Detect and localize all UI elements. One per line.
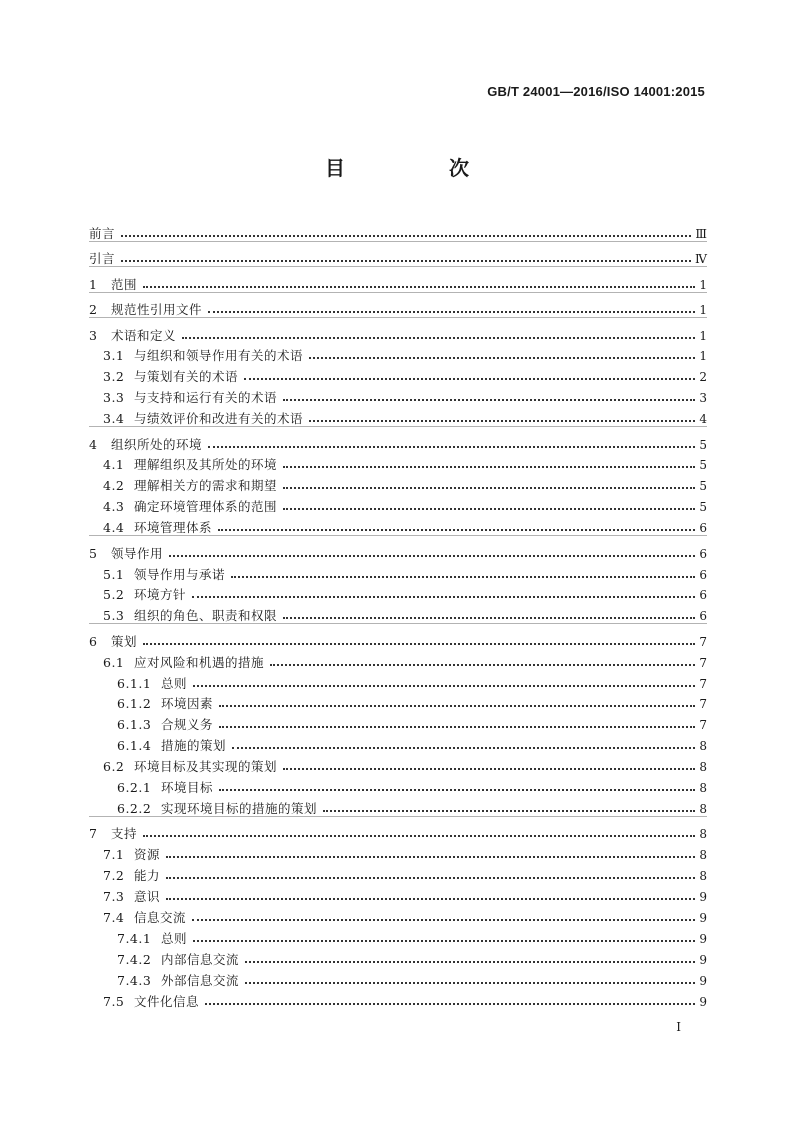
toc-entry-number: 5.1 — [103, 566, 125, 582]
toc-entry-label — [103, 500, 281, 514]
dot-leader — [219, 705, 695, 707]
toc-entry-title: 引言 — [89, 251, 116, 266]
toc-entry[interactable] — [89, 472, 707, 493]
toc-entry-number: 7.2 — [103, 868, 125, 884]
toc-entry-number: 4.3 — [103, 499, 125, 515]
dot-leader — [270, 664, 695, 666]
toc-entry-label — [89, 827, 141, 841]
toc-entry-label — [103, 609, 281, 623]
page-number: Ⅰ — [676, 1020, 681, 1034]
toc-entry-title: 规范性引用文件 — [111, 302, 203, 317]
toc-entry-label — [103, 349, 307, 363]
dot-leader — [283, 466, 695, 468]
toc-entry-number: 5.2 — [103, 587, 125, 603]
dot-leader — [193, 940, 695, 942]
toc-entry-label — [89, 329, 180, 343]
toc-entry-label — [103, 995, 203, 1009]
toc-entry[interactable] — [89, 841, 707, 862]
toc-entry-page: 1 — [699, 277, 707, 292]
toc-entry[interactable] — [89, 241, 707, 267]
toc-entry-page: 5 — [699, 479, 707, 494]
toc-entry-title: 支持 — [111, 826, 138, 842]
toc-entry-number: 7.1 — [103, 847, 125, 863]
toc-entry-label — [89, 303, 206, 317]
toc-entry[interactable] — [89, 691, 707, 712]
toc-entry-title: 与支持和运行有关的术语 — [134, 390, 278, 406]
toc-entry-page: 8 — [699, 760, 707, 775]
toc-entry-page: 9 — [699, 910, 707, 925]
toc-entry-label — [89, 227, 119, 241]
toc-entry[interactable] — [89, 292, 707, 318]
toc-entry[interactable] — [89, 967, 707, 988]
toc-entry[interactable] — [89, 732, 707, 753]
toc-entry-number: 7 — [89, 826, 98, 842]
toc-entry-title: 领导作用 — [111, 545, 164, 561]
dot-leader — [193, 685, 695, 687]
toc-entry-page: 8 — [699, 801, 707, 816]
toc-entry-number: 3 — [89, 327, 98, 343]
toc-entry-label — [117, 974, 243, 988]
toc-entry-page: 5 — [699, 458, 707, 473]
toc-entry-page: 5 — [699, 437, 707, 452]
toc-entry-page: 9 — [699, 931, 707, 946]
toc-entry-page: 8 — [699, 827, 707, 842]
toc-entry-label — [117, 739, 230, 753]
toc-entry-label — [103, 848, 164, 862]
toc-entry-number: 7.5 — [103, 993, 125, 1009]
toc-entry[interactable] — [89, 711, 707, 732]
toc-entry-number: 6.2.1 — [117, 780, 152, 796]
toc-entry-page: Ⅳ — [695, 252, 707, 266]
dot-leader — [283, 508, 695, 510]
toc-entry-label — [103, 479, 281, 493]
toc-entry-page: 6 — [699, 609, 707, 624]
toc-entry-label — [89, 438, 206, 452]
dot-leader — [283, 617, 695, 619]
toc-entry-page: 8 — [699, 739, 707, 754]
toc-entry-label — [117, 718, 217, 732]
toc-entry[interactable] — [89, 363, 707, 384]
dot-leader — [208, 311, 695, 313]
toc-entry-number: 4.4 — [103, 520, 125, 536]
toc-entry-title: 能力 — [134, 868, 161, 884]
toc-entry-number: 4 — [89, 436, 98, 452]
toc-entry-number: 6.1.2 — [117, 696, 152, 712]
toc-entry[interactable] — [89, 925, 707, 946]
toc-entry-label — [89, 547, 167, 561]
toc-entry-label — [103, 458, 281, 472]
toc-entry-page: 4 — [699, 412, 707, 427]
toc-entry-label — [103, 370, 242, 384]
toc-entry-number: 3.3 — [103, 390, 125, 406]
toc-entry-title: 文件化信息 — [134, 993, 200, 1009]
toc-entry-page: 1 — [699, 303, 707, 317]
dot-leader — [143, 835, 695, 837]
toc-entry-page: 5 — [699, 500, 707, 515]
toc-entry-page: 2 — [699, 370, 707, 385]
toc-entry-title: 实现环境目标的措施的策划 — [161, 800, 318, 816]
toc-entry[interactable] — [89, 816, 707, 842]
toc-entry-label — [117, 697, 217, 711]
dot-leader — [309, 420, 695, 422]
toc-entry[interactable] — [89, 774, 707, 795]
toc-entry[interactable] — [89, 561, 707, 582]
toc-entry[interactable] — [89, 405, 707, 426]
toc-entry-title: 内部信息交流 — [161, 951, 240, 967]
dot-leader — [219, 726, 695, 728]
toc-entry-label — [103, 412, 307, 426]
toc-entry-title: 理解组织及其所处的环境 — [134, 457, 278, 473]
toc-entry-title: 与组织和领导作用有关的术语 — [134, 348, 304, 364]
toc-entry-title: 组织所处的环境 — [111, 436, 203, 452]
toc-entry-title: 总则 — [161, 930, 188, 946]
toc-entry-number: 6.1.3 — [117, 717, 152, 733]
toc-entry-number: 7.4.1 — [117, 930, 152, 946]
toc-entry-page: 7 — [699, 718, 707, 733]
toc-entry[interactable] — [89, 649, 707, 670]
toc-entry-title: 与策划有关的术语 — [134, 369, 239, 385]
toc-entry-number: 5.3 — [103, 608, 125, 624]
toc-entry-page: 7 — [699, 676, 707, 691]
toc-entry-page: 6 — [699, 588, 707, 603]
dot-leader — [309, 357, 695, 359]
dot-leader — [218, 529, 695, 531]
toc-entry-title: 环境管理体系 — [134, 520, 213, 536]
toc-entry-label — [117, 932, 191, 946]
toc-entry-number: 7.4 — [103, 909, 125, 925]
toc-entry-page: 7 — [699, 697, 707, 712]
toc-entry-label — [89, 635, 141, 649]
toc-entry[interactable] — [89, 988, 707, 1009]
toc-entry-title: 外部信息交流 — [161, 972, 240, 988]
toc-entry-number: 6.1.1 — [117, 675, 152, 691]
toc-entry[interactable] — [89, 883, 707, 904]
toc-entry-page: 9 — [699, 973, 707, 988]
toc-entry[interactable] — [89, 452, 707, 473]
toc-entry-title: 组织的角色、职责和权限 — [134, 608, 278, 624]
toc-entry-title: 确定环境管理体系的范围 — [134, 499, 278, 515]
toc-entry-title: 信息交流 — [134, 909, 187, 925]
dot-leader — [192, 919, 695, 921]
toc-entry-title: 应对风险和机遇的措施 — [134, 654, 265, 670]
toc-entry-title: 范围 — [111, 276, 138, 292]
toc-entry-page: 9 — [699, 890, 707, 905]
toc-entry-number: 7.4.2 — [117, 951, 152, 967]
dot-leader — [121, 235, 691, 237]
toc-entry-label — [117, 953, 243, 967]
toc-entry[interactable] — [89, 317, 707, 343]
dot-leader — [283, 768, 695, 770]
toc-entry-title: 策划 — [111, 633, 138, 649]
toc-entry[interactable] — [89, 904, 707, 925]
toc-entry-title: 环境目标及其实现的策划 — [134, 759, 278, 775]
toc-entry-label — [103, 568, 229, 582]
toc-entry-page: 8 — [699, 848, 707, 863]
toc-entry-title: 领导作用与承诺 — [134, 566, 226, 582]
toc-entry-page: 7 — [699, 634, 707, 649]
standard-code: GB/T 24001—2016/ISO 14001:2015 — [487, 84, 705, 99]
dot-leader — [205, 1003, 695, 1005]
dot-leader — [166, 877, 695, 879]
toc-entry-title: 意识 — [134, 889, 161, 905]
toc-entry-number: 4.1 — [103, 457, 125, 473]
toc-entry-page: 8 — [699, 869, 707, 884]
toc-entry-number: 2 — [89, 302, 98, 317]
dot-leader — [208, 446, 695, 448]
toc-entry[interactable] — [89, 343, 707, 364]
toc-entry-page: 6 — [699, 567, 707, 582]
toc-entry[interactable] — [89, 795, 707, 816]
toc-entry-title: 环境因素 — [161, 696, 214, 712]
toc-entry-number: 6.2.2 — [117, 800, 152, 816]
dot-leader — [192, 596, 695, 598]
toc-entry-label — [103, 521, 216, 535]
toc-entry-title: 资源 — [134, 847, 161, 863]
toc-entry-number: 7.3 — [103, 889, 125, 905]
toc-entry-label — [103, 656, 268, 670]
dot-leader — [283, 487, 695, 489]
toc-entry-number: 7.4.3 — [117, 972, 152, 988]
table-of-contents — [89, 216, 707, 1009]
dot-leader — [143, 643, 695, 645]
toc-entry-number: 6.1.4 — [117, 738, 152, 754]
toc-entry-page: 6 — [699, 521, 707, 536]
toc-entry-label — [103, 760, 281, 774]
dot-leader — [182, 337, 695, 339]
toc-entry-page: 1 — [699, 328, 707, 343]
toc-entry-title: 环境方针 — [134, 587, 187, 603]
page-title: 目 次 — [325, 156, 511, 180]
toc-entry[interactable] — [89, 493, 707, 514]
toc-entry-label — [89, 252, 119, 266]
toc-entry-number: 3.4 — [103, 411, 125, 427]
toc-entry-page: 1 — [699, 349, 707, 364]
dot-leader — [323, 810, 695, 812]
toc-entry-label — [103, 391, 281, 405]
toc-entry-page: 9 — [699, 994, 707, 1009]
dot-leader — [166, 856, 695, 858]
dot-leader — [245, 982, 695, 984]
toc-entry-title: 与绩效评价和改进有关的术语 — [134, 411, 304, 427]
toc-entry-label — [103, 890, 164, 904]
toc-entry-page: 6 — [699, 546, 707, 561]
toc-entry-label — [117, 802, 321, 816]
toc-entry[interactable] — [89, 266, 707, 292]
toc-entry[interactable] — [89, 535, 707, 561]
toc-entry-page: 7 — [699, 655, 707, 670]
dot-leader — [244, 378, 695, 380]
toc-entry-number: 4.2 — [103, 478, 125, 494]
toc-entry-title: 措施的策划 — [161, 738, 227, 754]
toc-entry[interactable] — [89, 946, 707, 967]
toc-entry[interactable] — [89, 862, 707, 883]
toc-entry-number: 6.2 — [103, 759, 125, 775]
toc-entry[interactable] — [89, 623, 707, 649]
toc-entry[interactable] — [89, 426, 707, 452]
toc-entry-number: 1 — [89, 276, 98, 292]
toc-entry-title: 理解相关方的需求和期望 — [134, 478, 278, 494]
dot-leader — [231, 576, 695, 578]
toc-entry-number: 6 — [89, 633, 98, 649]
toc-entry[interactable] — [89, 514, 707, 535]
dot-leader — [219, 789, 695, 791]
dot-leader — [143, 286, 695, 288]
dot-leader — [169, 555, 695, 557]
dot-leader — [245, 961, 695, 963]
toc-entry-title: 术语和定义 — [111, 327, 177, 343]
dot-leader — [232, 747, 695, 749]
toc-entry-title: 总则 — [161, 675, 188, 691]
toc-entry[interactable] — [89, 670, 707, 691]
toc-entry-page: Ⅲ — [695, 226, 707, 241]
toc-entry-page: 9 — [699, 952, 707, 967]
toc-entry-label — [117, 677, 191, 691]
toc-entry[interactable] — [89, 753, 707, 774]
dot-leader — [283, 399, 695, 401]
toc-entry-title: 合规义务 — [161, 717, 214, 733]
toc-entry-page: 8 — [699, 781, 707, 796]
toc-entry-number: 5 — [89, 545, 98, 561]
toc-entry[interactable] — [89, 582, 707, 603]
toc-entry[interactable] — [89, 216, 707, 241]
toc-entry[interactable] — [89, 384, 707, 405]
toc-entry-title: 前言 — [89, 225, 116, 241]
toc-entry-title: 环境目标 — [161, 780, 214, 796]
toc-entry-label — [103, 588, 190, 602]
toc-entry-number: 3.1 — [103, 348, 125, 364]
dot-leader — [166, 898, 695, 900]
dot-leader — [121, 260, 691, 262]
toc-entry-page: 3 — [699, 391, 707, 406]
toc-entry-number: 6.1 — [103, 654, 125, 670]
toc-entry-label — [103, 869, 164, 883]
toc-entry[interactable] — [89, 602, 707, 623]
toc-entry-label — [89, 278, 141, 292]
toc-entry-label — [117, 781, 217, 795]
toc-entry-number: 3.2 — [103, 369, 125, 385]
toc-entry-label — [103, 911, 190, 925]
